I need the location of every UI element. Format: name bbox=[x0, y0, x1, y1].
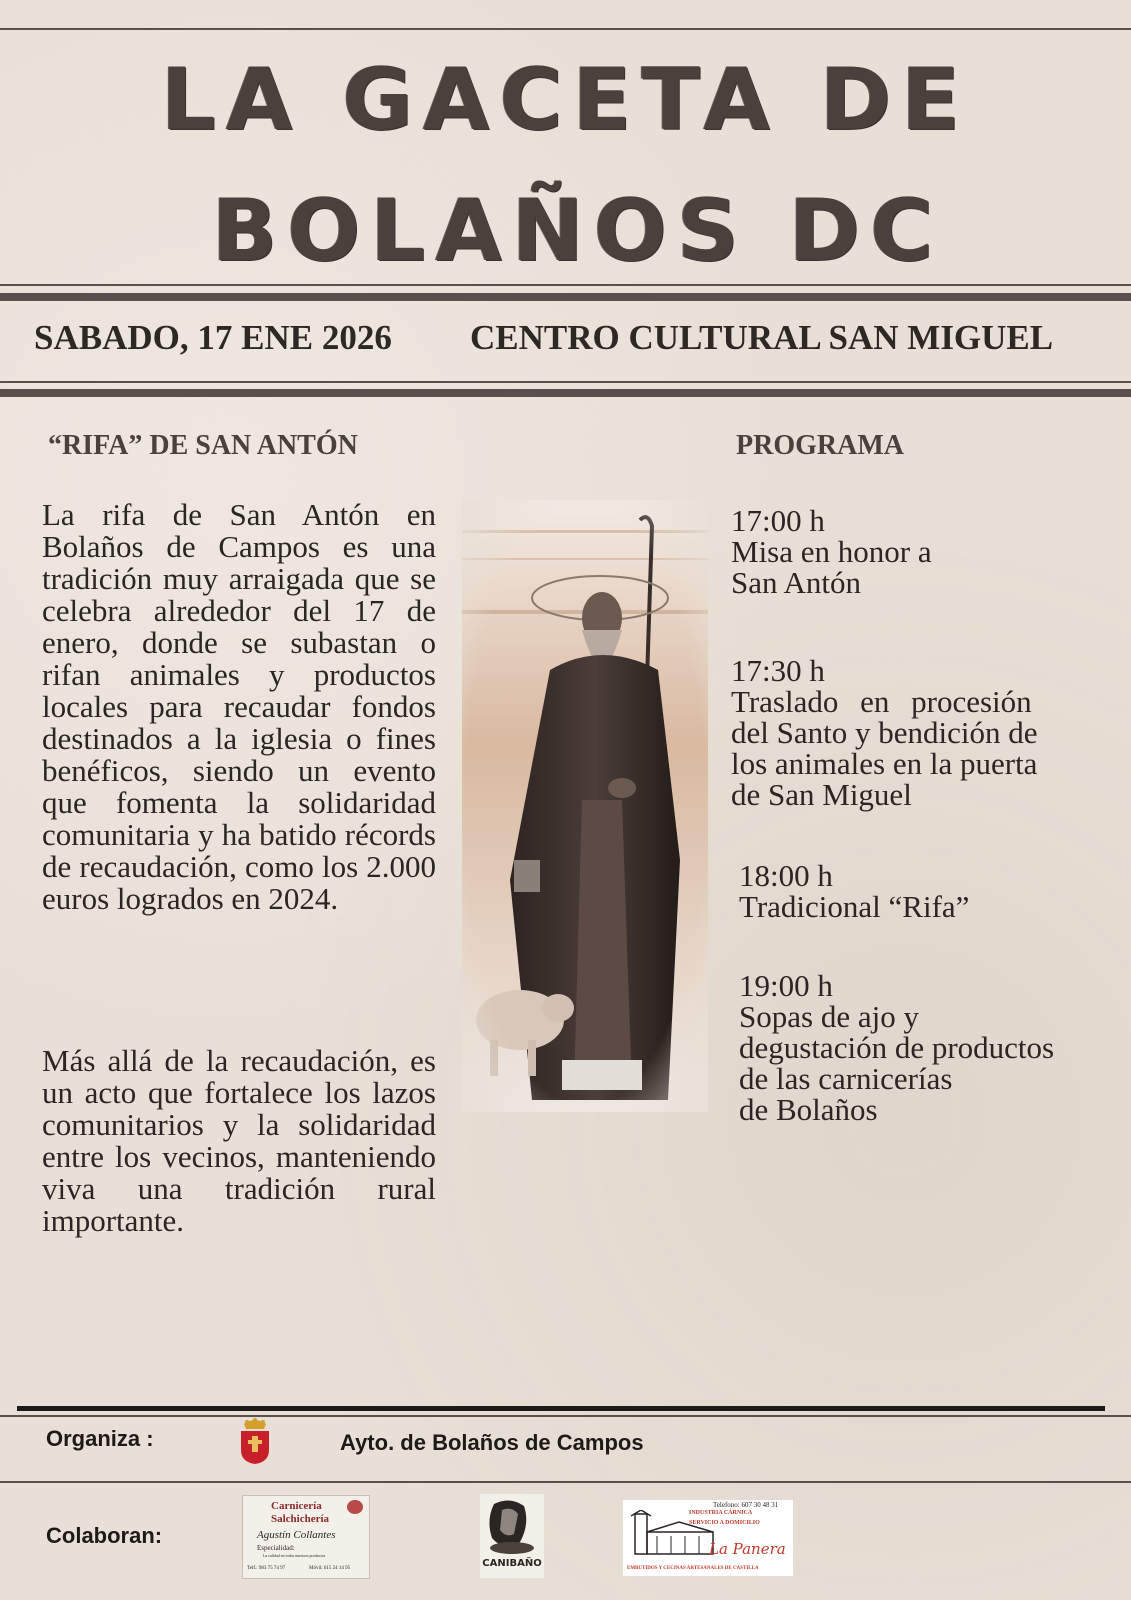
programa-line: de San Miguel bbox=[731, 777, 912, 812]
town-crest-logo bbox=[238, 1418, 272, 1464]
masthead-line-2: BOLAÑOS DC bbox=[211, 181, 944, 281]
programa-line: Misa en honor a bbox=[731, 534, 932, 569]
programa-line: degustación de productos bbox=[739, 1030, 1055, 1065]
masthead-line-1: LA GACETA DE bbox=[161, 50, 970, 150]
panera-phone: Telefono: 607 30 48 31 bbox=[713, 1501, 779, 1509]
panera-tagline: EMBUTIDOS Y CECINAS ARTESANALES DE CASTILLA bbox=[627, 1566, 759, 1571]
carniceria-tel: Telf.: 983 75 74 97 bbox=[247, 1566, 286, 1571]
church-drawing bbox=[627, 1510, 717, 1560]
event-date: SABADO, 17 ENE 2026 bbox=[34, 318, 392, 357]
programa-item bbox=[731, 505, 932, 598]
programa-time: 19:00 h bbox=[739, 968, 833, 1003]
carniceria-line-1: Carnicería bbox=[271, 1500, 322, 1512]
programa-line: Tradicional “Rifa” bbox=[739, 889, 970, 924]
dateline-rule-thin bbox=[0, 381, 1131, 383]
sponsor-carniceria-logo bbox=[242, 1495, 370, 1579]
organizer-name: Ayto. de Bolaños de Campos bbox=[340, 1430, 644, 1455]
programa-line: los animales en la puerta bbox=[731, 746, 1038, 781]
top-rule bbox=[0, 28, 1131, 30]
masthead-rule-thin bbox=[0, 284, 1131, 286]
programa-item bbox=[731, 655, 1089, 810]
programa-item bbox=[739, 970, 1054, 1125]
programa-heading: PROGRAMA bbox=[736, 430, 904, 461]
article-heading: “RIFA” DE SAN ANTÓN bbox=[48, 430, 358, 461]
dateline-rule-thick bbox=[0, 389, 1131, 397]
colaboran-label: Colaboran: bbox=[46, 1523, 163, 1548]
programa-time: 18:00 h bbox=[739, 858, 833, 893]
event-venue: CENTRO CULTURAL SAN MIGUEL bbox=[470, 318, 1054, 357]
programa-line: de Bolaños bbox=[739, 1092, 878, 1127]
carniceria-line-2: Salchichería bbox=[271, 1513, 330, 1525]
carniceria-specialty-label: Especialidad: bbox=[257, 1544, 295, 1552]
programa-time: 17:00 h bbox=[731, 503, 825, 538]
panera-line-2: SERVICIO A DOMICILIO bbox=[689, 1520, 760, 1526]
panera-name: La Panera bbox=[709, 1540, 786, 1558]
article-paragraph-2: Más allá de la recaudación, es un acto que fortalece los lazos comunitarios y la solidaridad entre los vecinos, manteniendo viva una tradición rural importante. bbox=[42, 1043, 436, 1238]
carniceria-specialty: La calidad en todos nuestros productos bbox=[263, 1553, 326, 1558]
canibano-name: CANIBAÑO bbox=[482, 1558, 542, 1569]
programa-time: 17:30 h bbox=[731, 653, 825, 688]
programa-line: San Antón bbox=[731, 565, 862, 600]
pig-icon bbox=[347, 1500, 363, 1514]
san-anton-statue-photo bbox=[462, 500, 708, 1112]
programa-line: Sopas de ajo y bbox=[739, 999, 919, 1034]
sponsor-panera-logo bbox=[623, 1500, 793, 1576]
programa-line: del Santo y bendición de bbox=[731, 715, 1038, 750]
footer-rule-thin bbox=[0, 1415, 1131, 1417]
footer-rule-thick bbox=[17, 1406, 1105, 1411]
organiza-label: Organiza : bbox=[46, 1426, 154, 1451]
programa-line: Traslado en procesión bbox=[731, 684, 1032, 719]
carniceria-mobile: Móvil: 615 24 14 95 bbox=[309, 1566, 351, 1571]
article-paragraph-1: La rifa de San Antón en Bolaños de Campos es una tradición muy arraigada que se celebra alrededor del 17 de enero, donde se subastan o rifan animales y productos locales para recaudar fondos destinados a la iglesia o fines benéficos, siendo un evento que fomenta la solidaridad comunitaria y ha batido récords de recaudación, como los 2.000 euros logrados en 2024. bbox=[42, 497, 436, 916]
canibano-emblem bbox=[480, 1494, 544, 1558]
programa-line: de las carnicerías bbox=[739, 1061, 953, 1096]
carniceria-owner: Agustín Collantes bbox=[257, 1529, 336, 1541]
programa-item bbox=[739, 860, 969, 922]
masthead-rule-thick bbox=[0, 293, 1131, 301]
footer-divider bbox=[0, 1481, 1131, 1483]
sponsor-canibano-logo bbox=[480, 1494, 544, 1578]
panera-line-1: INDUSTRIA CÁRNICA bbox=[689, 1510, 753, 1516]
